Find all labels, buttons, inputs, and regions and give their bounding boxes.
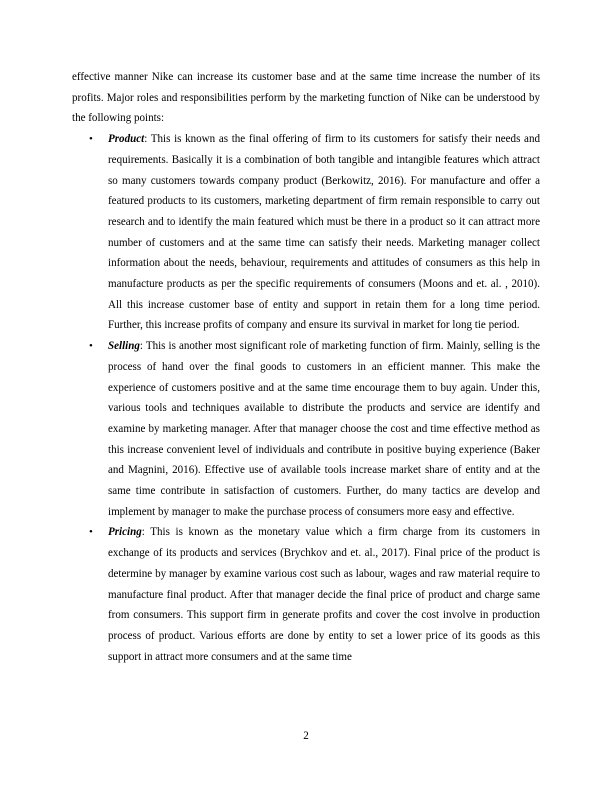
point-text-product: : This is known as the final offering of firm to its customers for satisfy their needs and requirements. Basically it is a combination of both tangible and intangible features which attract so many customers towards company product (Berkowitz, 2016). For manufacture and offer a featured products to its customers, marketing department of firm remain responsible to carry out research and to identify the main featured which must be there in a product so it can attract more number of customers and at the same time can satisfy their needs. Marketing manager collect information about the needs, behaviour, requirements and attitudes of consumers as this help in manufacture products as per the specific requirements of consumers (Moons and et. al. , 2010). All this increase customer base of entity and support in retain them for a long time period. Further, this increase profits of company and ensure its survival in market for long tie period. (108, 133, 540, 332)
page-number: 2 (303, 730, 309, 742)
point-text-pricing: : This is known as the monetary value which a firm charge from its customers in exchange of its products and services (Brychkov and et. al., 2017). Final price of the product is determine by manager by examine various cost such as labour, wages and raw material require to manufacture final product. After that manager decide the final price of product and charge same from consumers. This support firm in generate profits and cover the cost involve in production process of product. Various efforts are done by entity to set a lower price of its goods as this support in attract more consumers and at the same time (108, 526, 540, 663)
term-product: Product (108, 133, 145, 146)
term-selling: Selling (108, 340, 140, 353)
roles-list (72, 129, 540, 667)
list-item-selling (72, 336, 540, 522)
intro-paragraph: effective manner Nike can increase its customer base and at the same time increase the number of its profits. Major roles and responsibilities perform by the marketing function of Nike can be understood by the following points: (72, 71, 540, 125)
list-item-product (72, 129, 540, 336)
bullet-icon: • (89, 526, 93, 539)
term-pricing: Pricing (108, 526, 142, 539)
body-text (72, 67, 540, 667)
bullet-icon: • (89, 340, 93, 353)
point-text-selling: : This is another most significant role of marketing function of firm. Mainly, selling is the process of hand over the final goods to customers in an efficient manner. This make the experience of customers positive and at the same time encourage them to buy again. Under this, various tools and techniques available to distribute the products and service are identify and examine by marketing manager. After that manager choose the cost and time effective method as this increase convenient level of individuals and contribute in positive buying experience (Baker and Magnini, 2016). Effective use of available tools increase market share of entity and at the same time contribute in satisfaction of customers. Further, do many tactics are develop and implement by manager to make the purchase process of consumers more easy and effective. (108, 340, 540, 518)
list-item-pricing (72, 522, 540, 667)
bullet-icon: • (89, 133, 93, 146)
